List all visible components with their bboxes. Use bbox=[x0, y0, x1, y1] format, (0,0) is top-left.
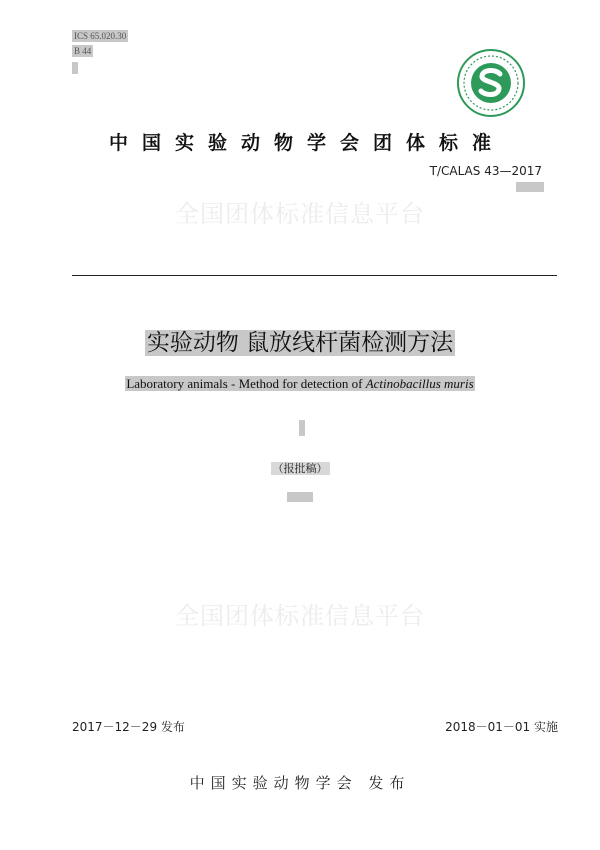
english-title-prefix: Laboratory animals - Method for detection of bbox=[126, 376, 366, 391]
draft-status bbox=[0, 460, 600, 476]
organization-name: 中国实验动物学会团体标准 bbox=[108, 132, 505, 154]
highlight-mark bbox=[72, 62, 78, 74]
draft-status-text: （报批稿） bbox=[272, 462, 328, 475]
standard-number: T/CALAS 43—2017 bbox=[429, 164, 542, 178]
ccs-code: B 44 bbox=[74, 46, 92, 56]
society-logo-icon bbox=[456, 48, 526, 118]
divider bbox=[72, 275, 557, 276]
implement-date: 2018－01－01 实施 bbox=[445, 720, 558, 734]
ics-code: ICS 65.020.30 bbox=[74, 31, 127, 41]
highlight-mark bbox=[516, 182, 544, 192]
issue-date: 2017－12－29 发布 bbox=[72, 720, 185, 734]
publisher: 中国实验动物学会 发布 bbox=[189, 774, 411, 792]
chinese-title bbox=[0, 324, 600, 357]
watermark: 全国团体标准信息平台 bbox=[175, 200, 425, 228]
english-title bbox=[0, 376, 600, 392]
english-title-species: Actinobacillus muris bbox=[365, 376, 474, 391]
highlight-mark bbox=[287, 492, 313, 502]
chinese-title-text: 实验动物 鼠放线杆菌检测方法 bbox=[146, 330, 454, 356]
english-title-text bbox=[125, 376, 474, 391]
highlight-mark bbox=[299, 420, 305, 436]
watermark: 全国团体标准信息平台 bbox=[175, 602, 425, 630]
